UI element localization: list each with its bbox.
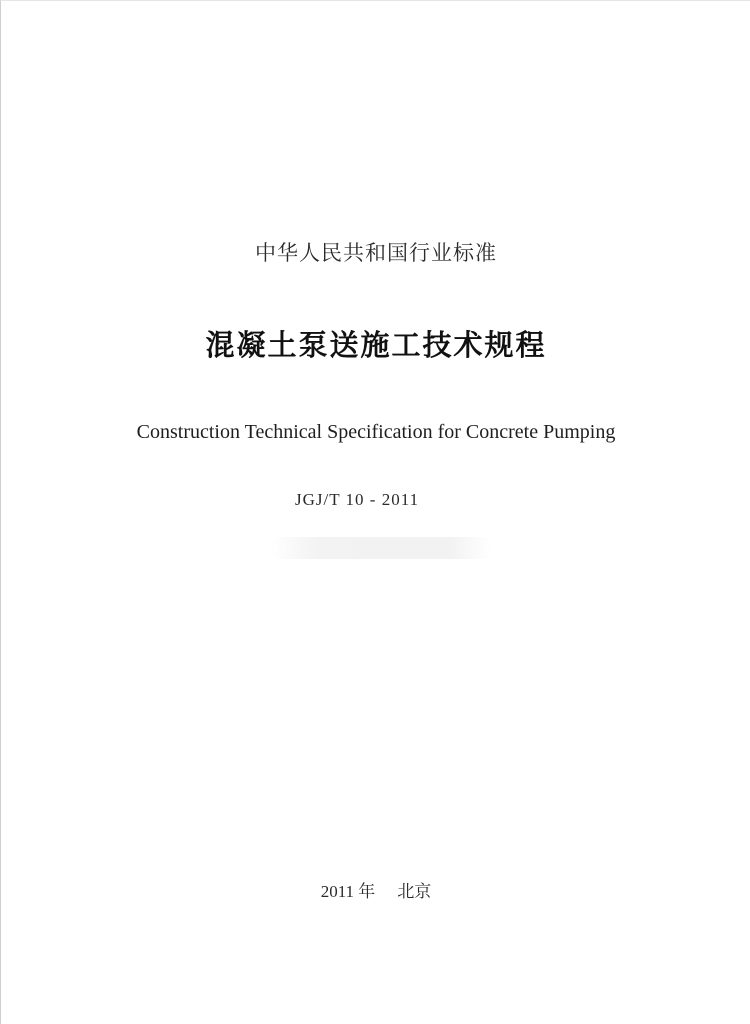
scan-smudge — [271, 537, 491, 559]
publication-city: 北京 — [397, 882, 432, 901]
publication-year: 2011 年 — [320, 882, 376, 901]
chinese-title: 混凝土泵送施工技术规程 — [205, 328, 547, 362]
english-title: Construction Technical Specification for Concrete Pumping — [136, 421, 616, 443]
publication-imprint — [1, 877, 750, 902]
standard-type-heading: 中华人民共和国行业标准 — [255, 241, 497, 265]
standard-code: JGJ/T 10 - 2011 — [295, 490, 420, 509]
